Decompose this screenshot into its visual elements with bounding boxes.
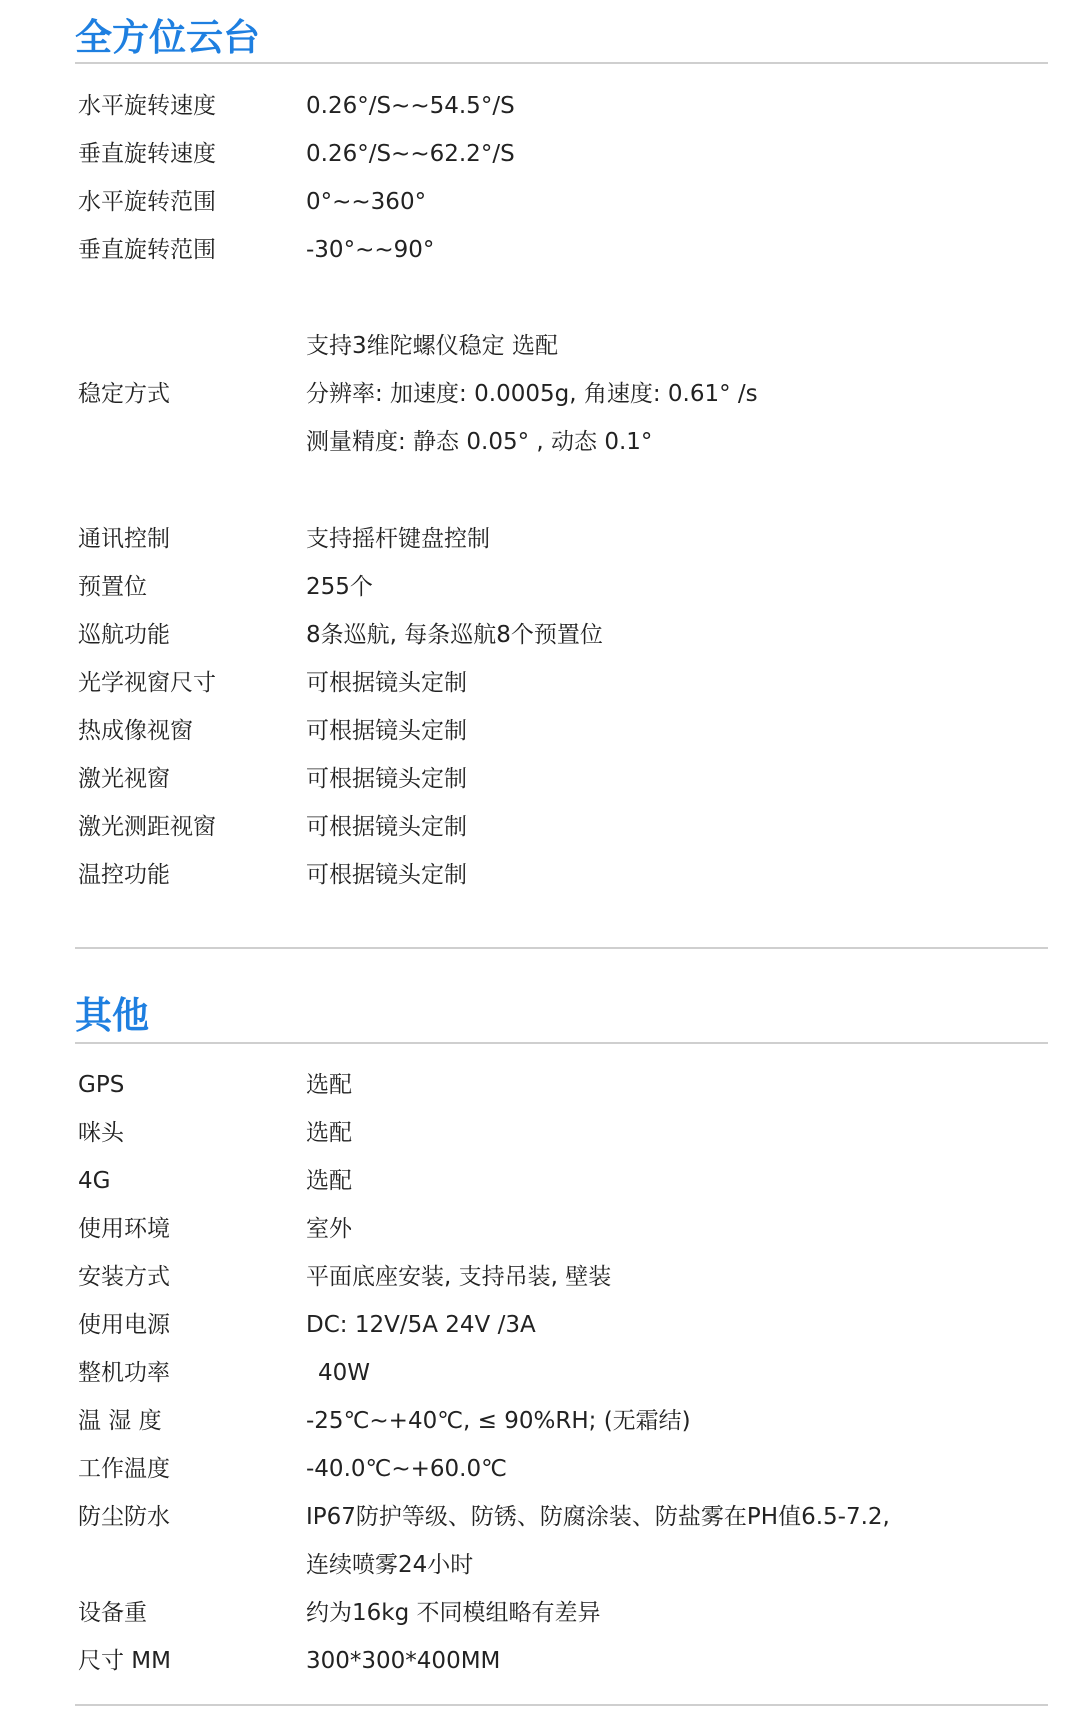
spec-label: 热成像视窗 <box>78 718 193 744</box>
spec-row <box>0 1637 1080 1685</box>
spec-label: 4G <box>78 1168 111 1194</box>
spec-value: -30°~~90° <box>306 237 435 263</box>
spec-label: 巡航功能 <box>78 622 170 648</box>
spec-value: 选配 <box>306 1120 352 1146</box>
spec-label: 水平旋转速度 <box>78 93 216 119</box>
spec-row <box>0 130 1080 178</box>
spec-value: 室外 <box>306 1216 352 1242</box>
spec-row-continuation <box>0 1541 1080 1589</box>
spec-label: 安装方式 <box>78 1264 170 1290</box>
spec-label: 激光测距视窗 <box>78 814 216 840</box>
spec-label: 设备重 <box>78 1600 147 1626</box>
spec-value: 平面底座安装, 支持吊装, 壁装 <box>306 1264 612 1290</box>
spec-label: 水平旋转范围 <box>78 189 216 215</box>
spec-value: 可根据镜头定制 <box>306 670 467 696</box>
spec-value: 选配 <box>306 1072 352 1098</box>
spec-label: 稳定方式 <box>78 381 170 407</box>
spec-value: 可根据镜头定制 <box>306 766 467 792</box>
spec-value: DC: 12V/5A 24V /3A <box>306 1312 536 1338</box>
spec-value: 可根据镜头定制 <box>306 718 467 744</box>
spec-row <box>0 1397 1080 1445</box>
spec-label: 咪头 <box>78 1120 124 1146</box>
spec-label: 温控功能 <box>78 862 170 888</box>
section-divider <box>75 947 1048 949</box>
spec-label: 通讯控制 <box>78 526 170 552</box>
spec-value: 0°~~360° <box>306 189 427 215</box>
spec-value: 可根据镜头定制 <box>306 862 467 888</box>
spec-row <box>0 1493 1080 1541</box>
section-divider <box>75 1042 1048 1044</box>
spec-label: 垂直旋转范围 <box>78 237 216 263</box>
spec-row <box>0 1301 1080 1349</box>
spec-value: 连续喷雾24小时 <box>306 1552 474 1578</box>
spec-label: 工作温度 <box>78 1456 170 1482</box>
spec-row-stabilization <box>0 370 1080 418</box>
spec-row <box>0 1349 1080 1397</box>
section-title-gimbal: 全方位云台 <box>75 16 260 59</box>
spec-row <box>0 755 1080 803</box>
spec-row <box>0 1157 1080 1205</box>
stabilization-line: 支持3维陀螺仪稳定 选配 <box>306 333 558 359</box>
section-title-other: 其他 <box>75 994 149 1037</box>
spec-value: -40.0℃~+60.0℃ <box>306 1456 507 1482</box>
section-divider <box>75 1704 1048 1706</box>
spec-value: 8条巡航, 每条巡航8个预置位 <box>306 622 603 648</box>
spec-label: GPS <box>78 1072 125 1098</box>
spec-value: 约为16kg 不同模组略有差异 <box>306 1600 601 1626</box>
spec-row <box>0 1109 1080 1157</box>
spec-label: 使用环境 <box>78 1216 170 1242</box>
spec-label: 预置位 <box>78 574 147 600</box>
spec-label: 使用电源 <box>78 1312 170 1338</box>
spec-row <box>0 563 1080 611</box>
spec-value: 40W <box>318 1360 371 1386</box>
spec-label: 垂直旋转速度 <box>78 141 216 167</box>
spec-label: 整机功率 <box>78 1360 170 1386</box>
spec-row <box>0 515 1080 563</box>
spec-row <box>0 851 1080 899</box>
spec-value: 支持摇杆键盘控制 <box>306 526 490 552</box>
spec-value: 选配 <box>306 1168 352 1194</box>
spec-label: 温 湿 度 <box>78 1408 162 1434</box>
spec-value: 0.26°/S~~54.5°/S <box>306 93 515 119</box>
spec-label: 尺寸 MM <box>78 1648 171 1674</box>
spec-row <box>0 707 1080 755</box>
spec-row <box>0 1253 1080 1301</box>
section-divider <box>75 62 1048 64</box>
spec-label: 光学视窗尺寸 <box>78 670 216 696</box>
spec-row <box>0 1205 1080 1253</box>
spec-value: IP67防护等级、防锈、防腐涂装、防盐雾在PH值6.5-7.2, <box>306 1504 890 1530</box>
spec-value: 255个 <box>306 574 373 600</box>
spec-row <box>0 82 1080 130</box>
spec-row <box>0 803 1080 851</box>
spec-row <box>0 178 1080 226</box>
spec-value: 300*300*400MM <box>306 1648 501 1674</box>
spec-value: -25℃~+40℃, ≤ 90%RH; (无霜结) <box>306 1408 691 1434</box>
spec-row <box>0 611 1080 659</box>
spec-row <box>0 1589 1080 1637</box>
spec-row <box>0 659 1080 707</box>
spec-value: 0.26°/S~~62.2°/S <box>306 141 515 167</box>
spec-row <box>0 1445 1080 1493</box>
spec-label: 防尘防水 <box>78 1504 170 1530</box>
stabilization-line: 分辨率: 加速度: 0.0005g, 角速度: 0.61° /s <box>306 381 758 407</box>
stabilization-line: 测量精度: 静态 0.05° , 动态 0.1° <box>306 429 653 455</box>
spec-row <box>0 226 1080 274</box>
spec-value: 可根据镜头定制 <box>306 814 467 840</box>
spec-row <box>0 1061 1080 1109</box>
spec-label: 激光视窗 <box>78 766 170 792</box>
